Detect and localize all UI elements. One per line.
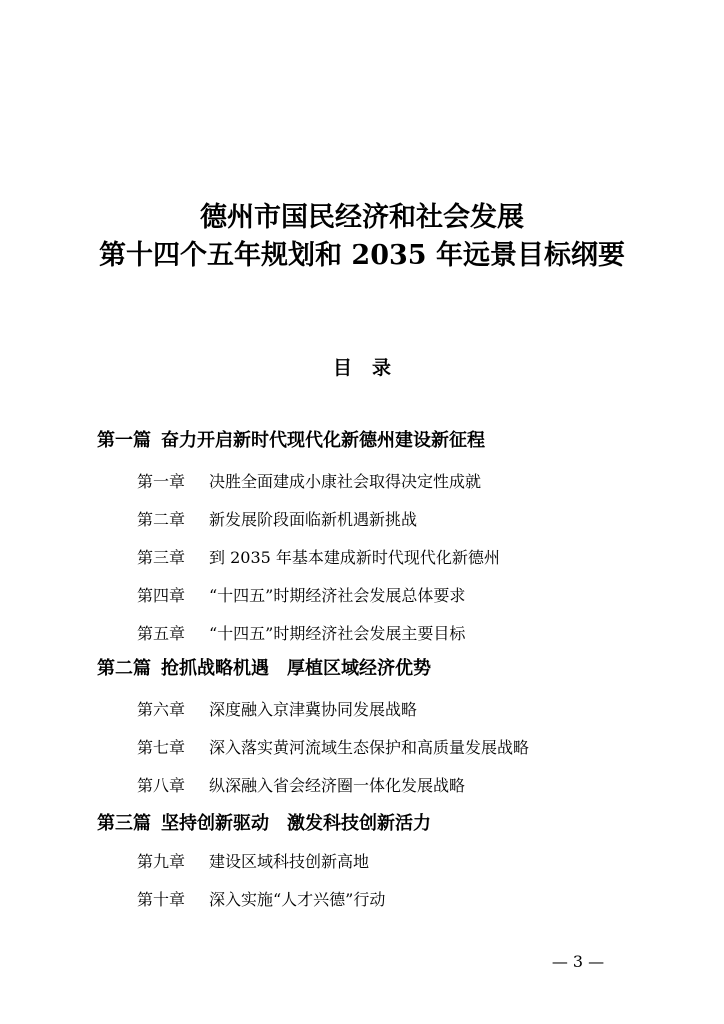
page-number: — 3 —	[551, 952, 605, 971]
toc-chapter-label: 第五章	[137, 624, 186, 643]
toc-chapter-row[interactable]	[137, 734, 529, 762]
toc-chapter-label: 第六章	[137, 700, 186, 719]
document-title-line-1: 德州市国民经济和社会发展	[200, 202, 524, 233]
toc-chapter-title: “十四五”时期经济社会发展主要目标	[209, 624, 466, 643]
toc-chapter-row[interactable]	[137, 620, 465, 648]
toc-chapter-title: “十四五”时期经济社会发展总体要求	[209, 586, 466, 605]
toc-part-title: 坚持创新驱动 激发科技创新活力	[161, 813, 431, 834]
toc-part-title: 奋力开启新时代现代化新德州建设新征程	[161, 430, 485, 451]
toc-chapter-title: 新发展阶段面临新机遇新挑战	[209, 510, 418, 529]
toc-part-title: 抢抓战略机遇 厚植区域经济优势	[161, 658, 431, 679]
toc-chapter-label: 第七章	[137, 738, 186, 757]
toc-chapter-row[interactable]	[137, 582, 465, 610]
toc-chapter-title: 到 2035 年基本建成新时代现代化新德州	[209, 548, 500, 567]
toc-part-label: 第二篇	[97, 658, 151, 679]
toc-chapter-label: 第三章	[137, 548, 186, 567]
toc-chapter-row[interactable]	[137, 696, 417, 724]
document-title-line-2: 第十四个五年规划和 2035 年远景目标纲要	[99, 240, 625, 271]
toc-chapter-title: 决胜全面建成小康社会取得决定性成就	[209, 472, 482, 491]
toc-chapter-title: 深度融入京津冀协同发展战略	[209, 700, 418, 719]
toc-chapter-label: 第一章	[137, 472, 186, 491]
toc-chapter-row[interactable]	[137, 506, 417, 534]
toc-chapter-row[interactable]	[137, 848, 369, 876]
toc-part-row[interactable]	[97, 655, 431, 683]
toc-part-label: 第一篇	[97, 430, 151, 451]
toc-heading-part-2: 录	[372, 357, 392, 379]
toc-part-label: 第三篇	[97, 813, 151, 834]
toc-chapter-title: 深入实施“人才兴德”行动	[209, 890, 386, 909]
toc-chapter-row[interactable]	[137, 772, 465, 800]
toc-chapter-title: 深入落实黄河流域生态保护和高质量发展战略	[209, 738, 530, 757]
toc-chapter-title: 建设区域科技创新高地	[209, 852, 370, 871]
toc-chapter-label: 第八章	[137, 776, 186, 795]
toc-chapter-row[interactable]	[137, 468, 481, 496]
toc-chapter-label: 第九章	[137, 852, 186, 871]
toc-heading	[0, 354, 724, 382]
toc-part-row[interactable]	[97, 427, 485, 455]
toc-chapter-label: 第十章	[137, 890, 186, 909]
toc-chapter-title: 纵深融入省会经济圈一体化发展战略	[209, 776, 466, 795]
toc-part-row[interactable]	[97, 810, 431, 838]
toc-chapter-label: 第二章	[137, 510, 186, 529]
toc-chapter-row[interactable]	[137, 544, 500, 572]
toc-chapter-row[interactable]	[137, 886, 385, 914]
toc-heading-part-1: 目	[332, 357, 352, 379]
toc-chapter-label: 第四章	[137, 586, 186, 605]
